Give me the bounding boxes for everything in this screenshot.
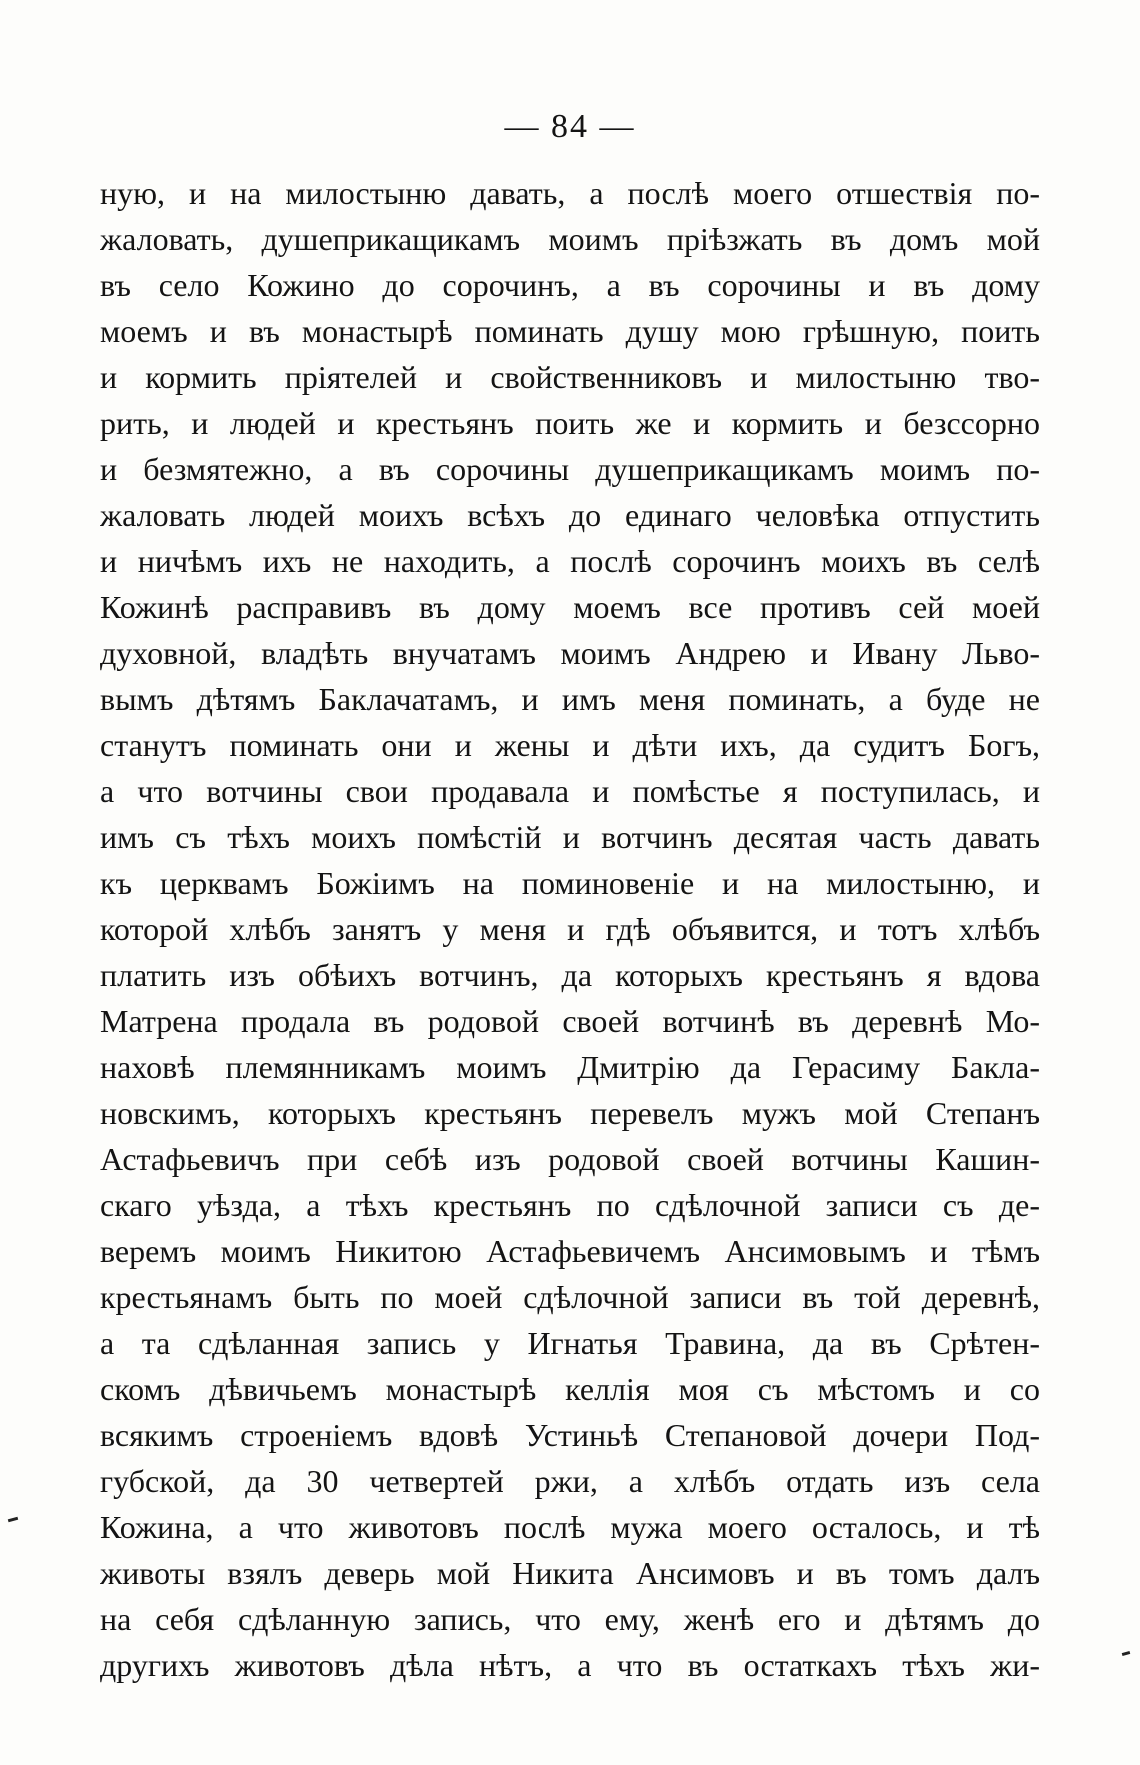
text-line: другихъ животовъ дѣла нѣтъ, а что въ остаткахъ тѣхъ жи- — [100, 1647, 1040, 1683]
text-line: наховѣ племянникамъ моимъ Дмитрію да Герасиму Бакла- — [100, 1049, 1040, 1085]
text-line: жаловать, душеприкащикамъ моимъ пріѣзжать въ домъ мой — [100, 221, 1040, 257]
scan-speck — [1122, 1651, 1131, 1656]
text-line: жаловать людей моихъ всѣхъ до единаго человѣка отпустить — [100, 497, 1040, 533]
text-line: ную, и на милостыню давать, а послѣ моего отшествія по- — [100, 175, 1040, 211]
text-line: къ церквамъ Божіимъ на поминовеніе и на милостыню, и — [100, 865, 1040, 901]
text-line: въ село Кожино до сорочинъ, а въ сорочины и въ дому — [100, 267, 1040, 303]
text-line: всякимъ строеніемъ вдовѣ Устиньѣ Степановой дочери Под- — [100, 1417, 1040, 1453]
text-line: духовной, владѣть внучатамъ моимъ Андрею и Ивану Льво- — [100, 635, 1040, 671]
text-line: платить изъ обѣихъ вотчинъ, да которыхъ крестьянъ я вдова — [100, 957, 1040, 993]
page-number: — 84 — — [504, 108, 636, 145]
text-line: крестьянамъ быть по моей сдѣлочной записи въ той деревнѣ, — [100, 1279, 1040, 1315]
text-line: имъ съ тѣхъ моихъ помѣстій и вотчинъ десятая часть давать — [100, 819, 1040, 855]
text-line: и безмятежно, а въ сорочины душеприкащикамъ моимъ по- — [100, 451, 1040, 487]
text-line: губской, да 30 четвертей ржи, а хлѣбъ отдать изъ села — [100, 1463, 1040, 1499]
scan-speck — [8, 1517, 18, 1522]
text-line: Кожинѣ расправивъ въ дому моемъ все противъ сей моей — [100, 589, 1040, 625]
text-line: и ничѣмъ ихъ не находить, а послѣ сорочинъ моихъ въ селѣ — [100, 543, 1040, 579]
text-line: животы взялъ деверь мой Никита Ансимовъ и въ томъ далъ — [100, 1555, 1040, 1591]
text-line: и кормить пріятелей и свойственниковъ и милостыню тво- — [100, 359, 1040, 395]
text-line: скаго уѣзда, а тѣхъ крестьянъ по сдѣлочной записи съ де- — [100, 1187, 1040, 1223]
text-line: которой хлѣбъ занятъ у меня и гдѣ объявится, и тотъ хлѣбъ — [100, 911, 1040, 947]
text-line: веремъ моимъ Никитою Астафьевичемъ Ансимовымъ и тѣмъ — [100, 1233, 1040, 1269]
text-line: станутъ поминать они и жены и дѣти ихъ, да судитъ Богъ, — [100, 727, 1040, 763]
text-line: моемъ и въ монастырѣ поминать душу мою грѣшную, поить — [100, 313, 1040, 349]
text-line: скомъ дѣвичьемъ монастырѣ келлія моя съ мѣстомъ и со — [100, 1371, 1040, 1407]
text-line: Астафьевичъ при себѣ изъ родовой своей вотчины Кашин- — [100, 1141, 1040, 1177]
text-line: а что вотчины свои продавала и помѣстье я поступилась, и — [100, 773, 1040, 809]
text-line: Кожина, а что животовъ послѣ мужа моего осталось, и тѣ — [100, 1509, 1040, 1545]
text-line: новскимъ, которыхъ крестьянъ перевелъ мужъ мой Степанъ — [100, 1095, 1040, 1131]
text-line: вымъ дѣтямъ Баклачатамъ, и имъ меня поминать, а буде не — [100, 681, 1040, 717]
text-line: рить, и людей и крестьянъ поить же и кормить и безссорно — [100, 405, 1040, 441]
page-text-body — [100, 170, 1040, 1688]
text-line: Матрена продала въ родовой своей вотчинѣ въ деревнѣ Мо- — [100, 1003, 1040, 1039]
text-line: а та сдѣланная запись у Игнатья Травина, да въ Срѣтен- — [100, 1325, 1040, 1361]
text-line: на себя сдѣланную запись, что ему, женѣ его и дѣтямъ до — [100, 1601, 1040, 1637]
